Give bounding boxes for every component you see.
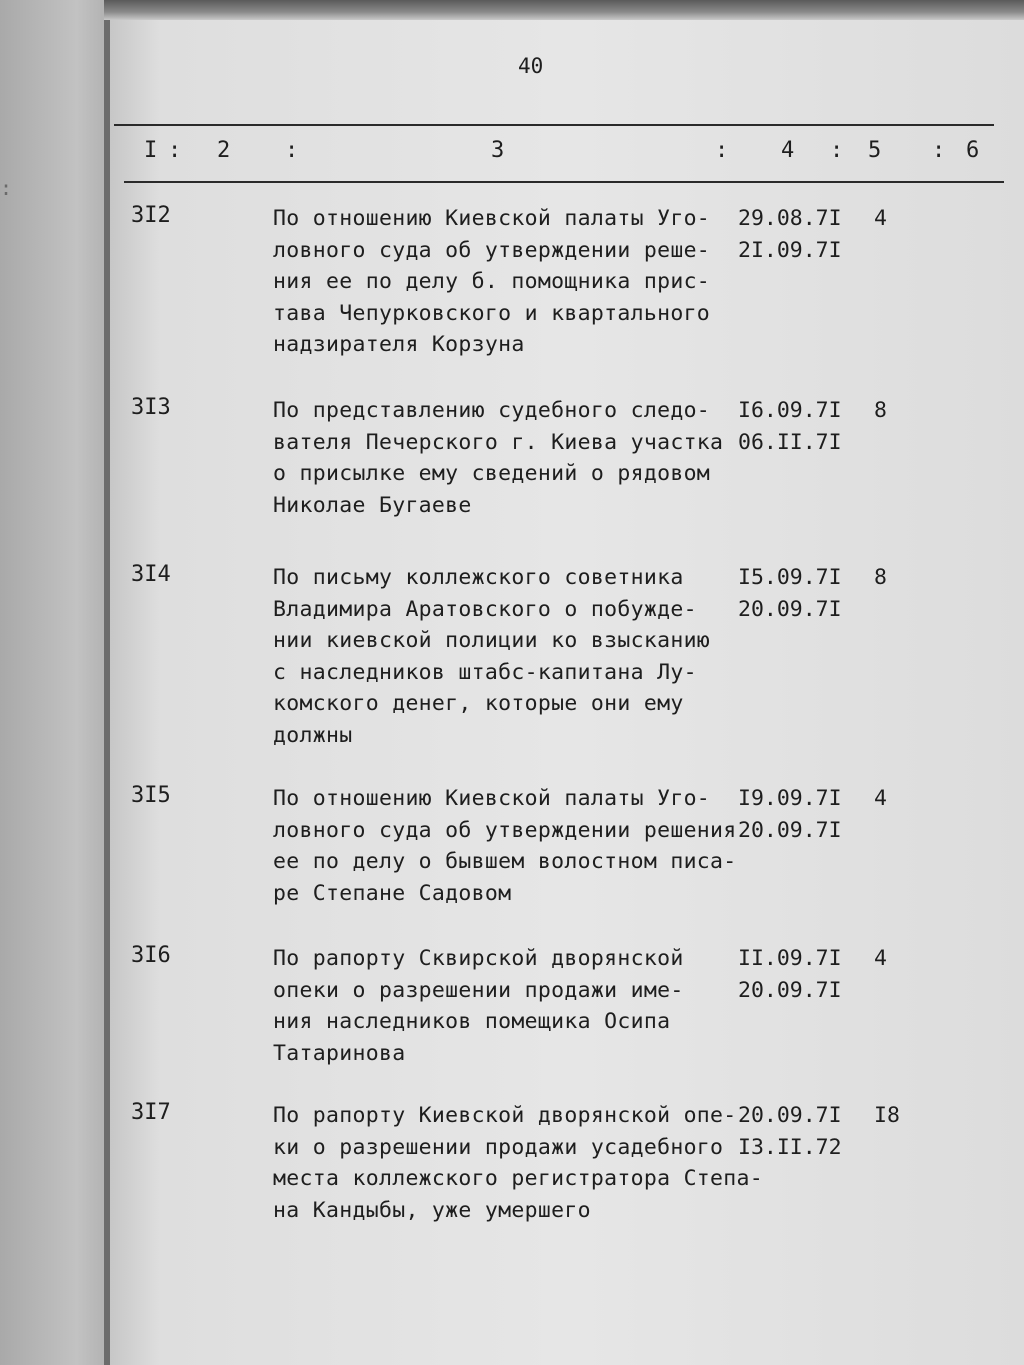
entry-dates (738, 943, 842, 1006)
entry-number: 3I3 (131, 395, 171, 420)
description-line: По представлению судебного следо- (273, 398, 711, 423)
start-date: 29.08.7I (738, 206, 842, 231)
description-line: с наследников штабс-капитана Лу- (273, 659, 697, 685)
entry-number: 3I2 (131, 203, 171, 228)
description-line: По отношению Киевской палаты Уго- (273, 206, 711, 231)
description-line: ловного суда об утверждении реше- (273, 237, 711, 263)
description-line: ния ее по делу б. помощника прис- (273, 269, 711, 294)
column-header-4: 4 (781, 138, 795, 163)
start-date: II.09.7I (738, 946, 842, 971)
description-line: тава Чепурковского и квартального (273, 300, 711, 326)
description-line: на Кандыбы, уже умершего (273, 1197, 591, 1223)
description-line: нии киевской полиции ко взысканию (273, 628, 711, 653)
description-line: По рапорту Сквирской дворянской (273, 946, 684, 971)
column-header-2: 2 (217, 138, 231, 163)
end-date: 06.II.7I (738, 429, 842, 455)
end-date: 20.09.7I (738, 977, 842, 1003)
entry-dates (738, 562, 842, 625)
description-line: По отношению Киевской палаты Уго- (273, 786, 711, 811)
description-line: ловного суда об утверждении решения (273, 817, 737, 843)
column-header-1: I (144, 138, 158, 163)
description-line: надзирателя Корзуна (273, 332, 525, 357)
entry-number: 3I7 (131, 1100, 171, 1125)
start-date: 20.09.7I (738, 1103, 842, 1128)
description-line: Владимира Аратовского о побужде- (273, 596, 697, 622)
sheet-count: 4 (874, 946, 887, 971)
start-date: I5.09.7I (738, 565, 842, 590)
entry-description (273, 943, 743, 1069)
description-line: ре Степане Садовом (273, 880, 512, 906)
entry-number: 3I6 (131, 943, 171, 968)
column-separator: : (932, 138, 946, 163)
entry-description (273, 562, 743, 751)
entry-dates (738, 783, 842, 846)
end-date: 20.09.7I (738, 596, 842, 622)
column-separator: : (168, 138, 182, 163)
underlying-page-margin-marks: : (0, 176, 13, 200)
description-line: места коллежского регистратора Степа- (273, 1166, 764, 1191)
entry-description (273, 783, 743, 909)
description-line: должны (273, 722, 353, 748)
description-line: По рапорту Киевской дворянской опе- (273, 1103, 737, 1128)
start-date: I9.09.7I (738, 786, 842, 811)
start-date: I6.09.7I (738, 398, 842, 423)
entry-description (273, 395, 743, 521)
entry-number: 3I5 (131, 783, 171, 808)
sheet-count: 4 (874, 786, 887, 811)
column-separator: : (285, 138, 299, 163)
page-number: 40 (518, 54, 544, 78)
description-line: ки о разрешении продажи усадебного (273, 1134, 724, 1160)
sheet-count: 4 (874, 206, 887, 231)
sheet-count: 8 (874, 565, 887, 590)
column-separator: : (715, 138, 729, 163)
description-line: ее по делу о бывшем волостном писа- (273, 849, 737, 874)
description-line: вателя Печерского г. Киева участка (273, 429, 724, 455)
column-header-6: 6 (966, 138, 980, 163)
description-line: комского денег, которые они ему (273, 691, 684, 716)
column-header-5: 5 (868, 138, 882, 163)
description-line: о присылке ему сведений о рядовом (273, 461, 711, 486)
entry-number: 3I4 (131, 562, 171, 587)
entry-description (273, 1100, 764, 1226)
description-line: По письму коллежского советника (273, 565, 684, 590)
description-line: Николае Бугаеве (273, 492, 472, 518)
description-line: ния наследников помещика Осипа (273, 1009, 671, 1034)
entry-dates (738, 395, 842, 458)
entry-dates (738, 203, 842, 266)
column-separator: : (830, 138, 844, 163)
sheet-count: 8 (874, 398, 887, 423)
end-date: 2I.09.7I (738, 237, 842, 263)
column-header-3: 3 (491, 138, 505, 163)
description-line: Татаринова (273, 1040, 406, 1066)
entry-dates (738, 1100, 842, 1163)
entry-description (273, 203, 743, 361)
sheet-count: I8 (874, 1103, 900, 1128)
end-date: I3.II.72 (738, 1134, 842, 1160)
end-date: 20.09.7I (738, 817, 842, 843)
description-line: опеки о разрешении продажи име- (273, 977, 684, 1003)
